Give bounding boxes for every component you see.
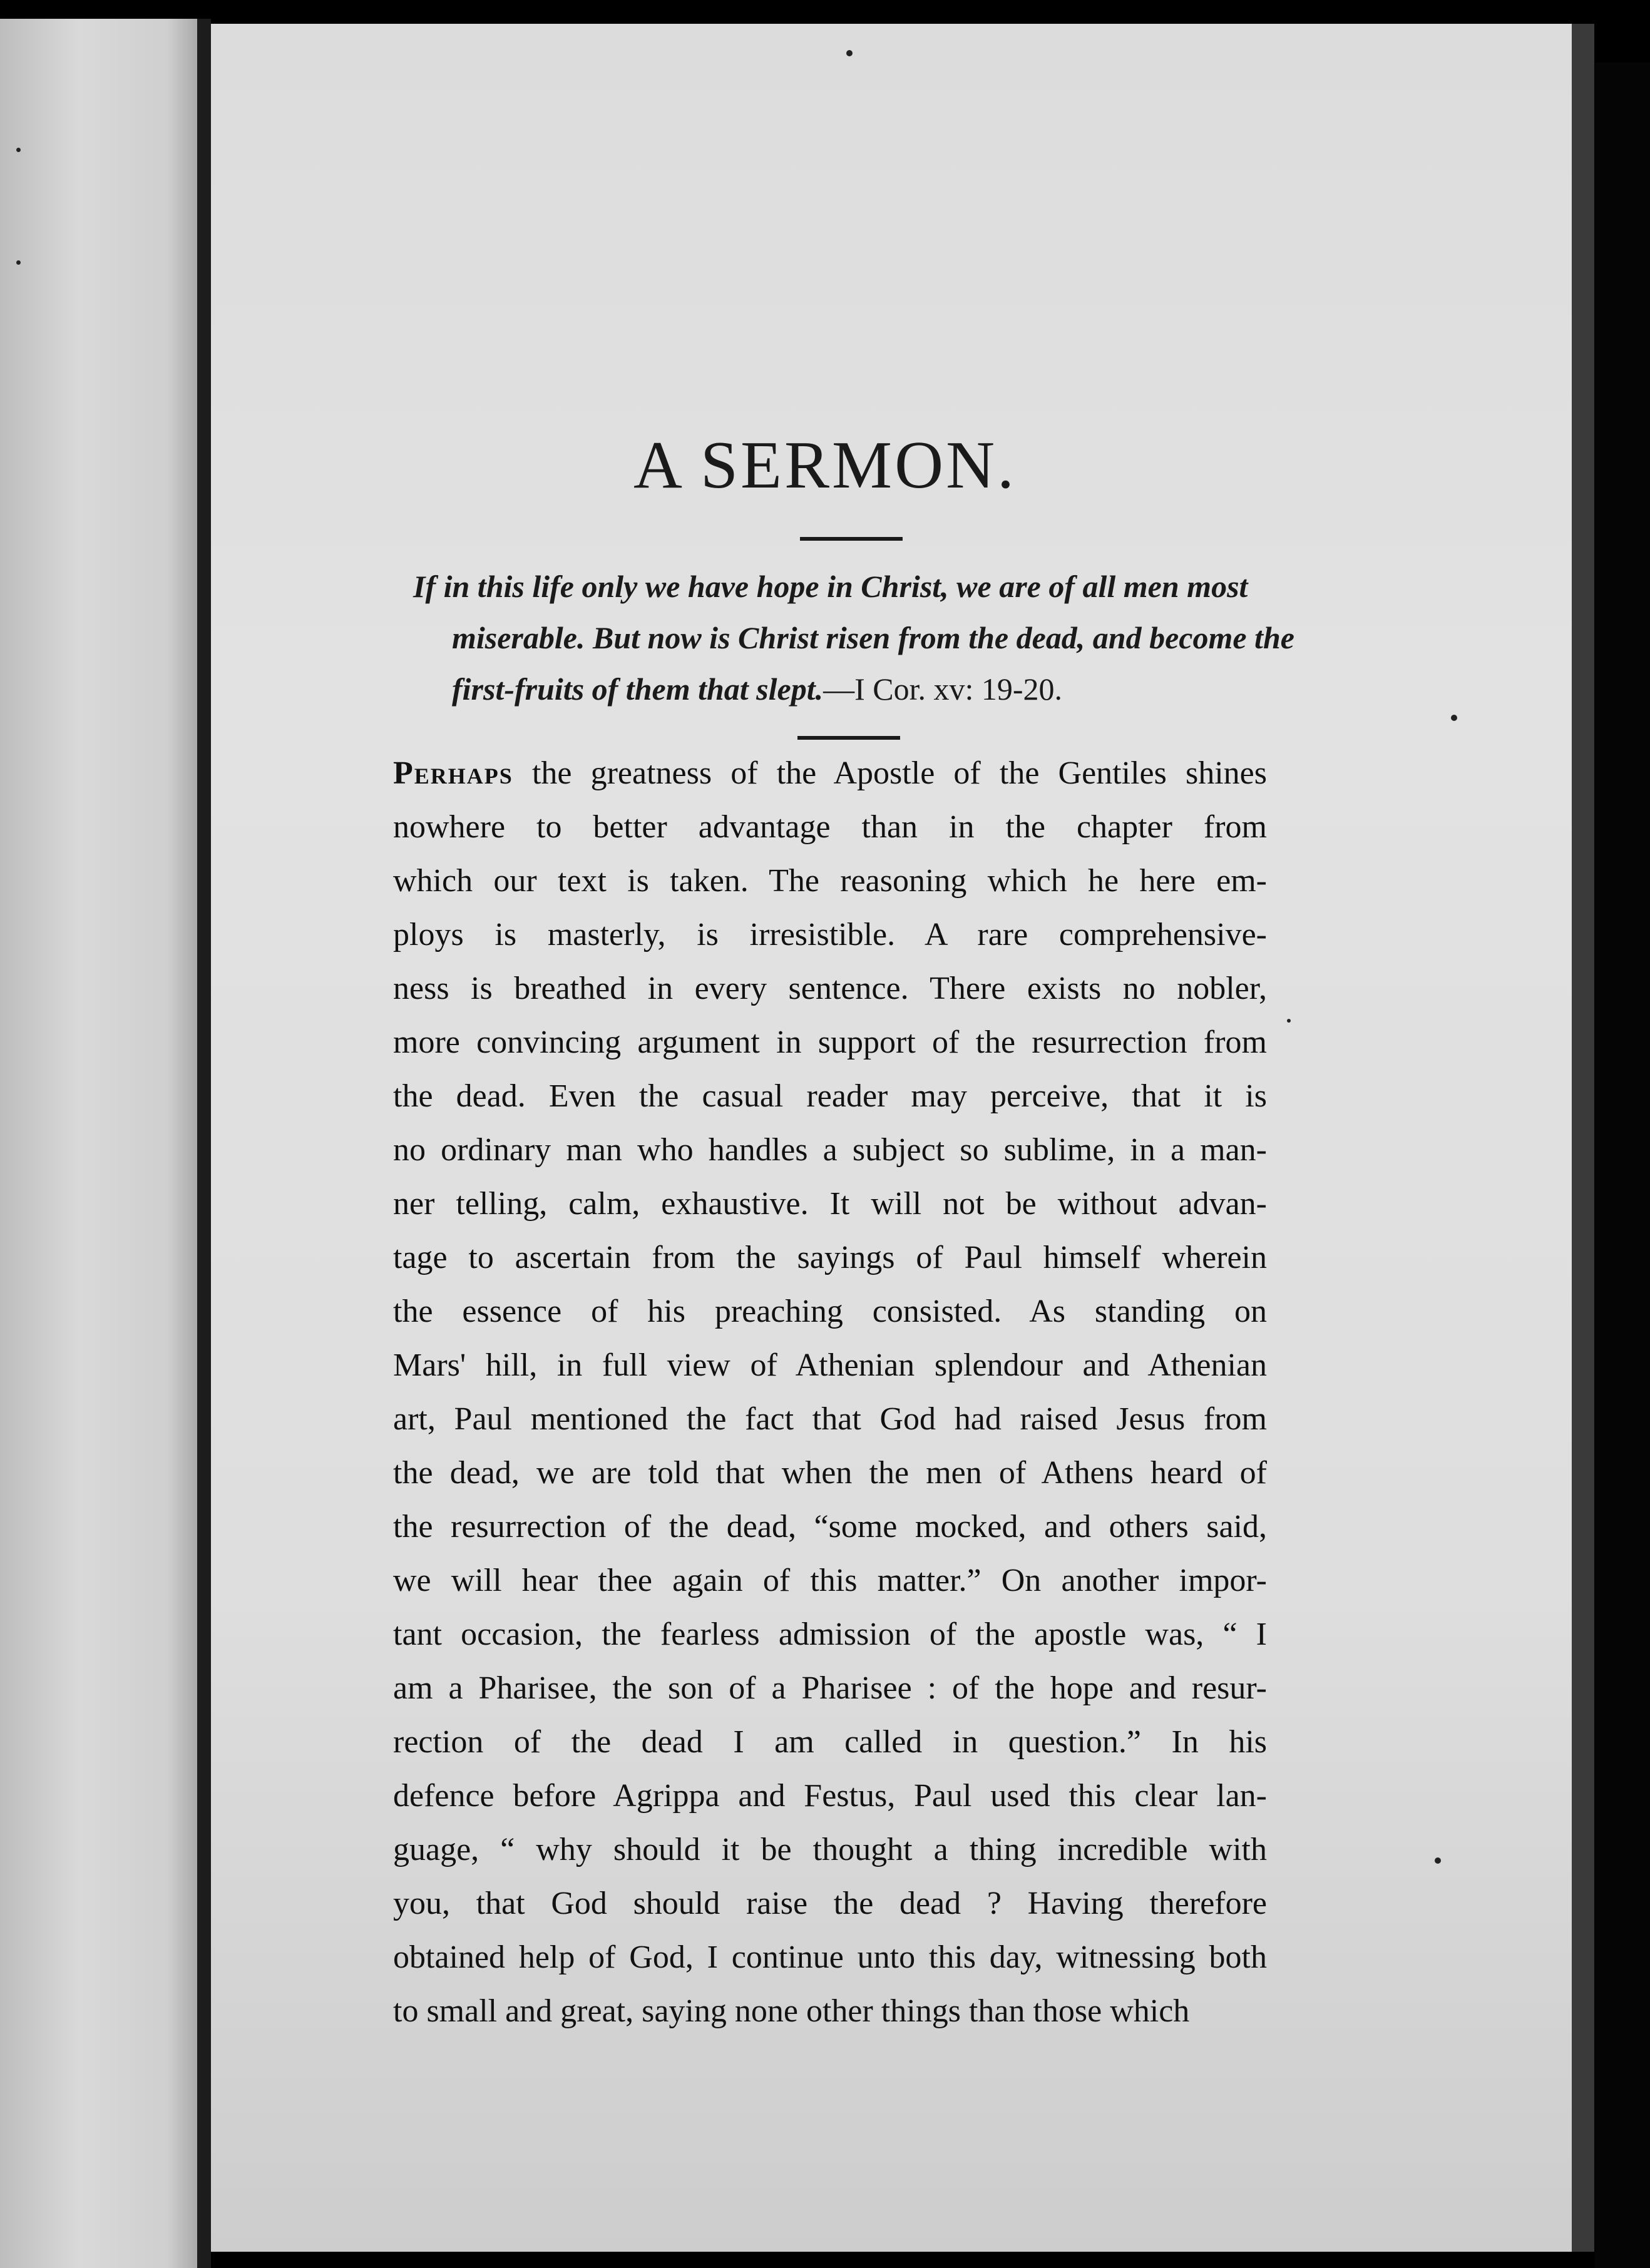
epigraph-line xyxy=(452,673,1062,705)
body-line: obtained help of God, I continue unto this day, witnessing both xyxy=(393,1939,1267,1975)
page-title: A SERMON. xyxy=(633,428,1017,503)
body-line: tant occasion, the fearless admission of the apostle was, “ I xyxy=(393,1617,1267,1652)
epigraph-text: first-fruits of them that slept. xyxy=(452,672,824,707)
body-line: Mars' hill, in full view of Athenian splendour and Athenian xyxy=(393,1347,1267,1383)
body-line: the resurrection of the dead, “some mocked, and others said, xyxy=(393,1509,1267,1545)
body-line xyxy=(393,757,1267,790)
print-speck xyxy=(1451,715,1457,721)
epigraph-line: If in this life only we have hope in Christ, we are of all men most xyxy=(413,569,1248,604)
title-divider xyxy=(800,537,903,541)
body-line: which our text is taken. The reasoning which he here em- xyxy=(393,863,1267,899)
print-speck xyxy=(1287,1019,1291,1023)
epigraph-citation: —I Cor. xv: 19-20. xyxy=(823,672,1063,707)
body-line: to small and great, saying none other things than those which xyxy=(393,1993,1190,2029)
body-line: ness is breathed in every sentence. There exists no nobler, xyxy=(393,971,1267,1006)
body-line: am a Pharisee, the son of a Pharisee : of the hope and resur- xyxy=(393,1670,1267,1706)
print-speck xyxy=(1435,1857,1441,1864)
print-speck xyxy=(16,148,21,152)
body-line: we will hear thee again of this matter.” On another impor- xyxy=(393,1563,1267,1598)
body-line: you, that God should raise the dead ? Having therefore xyxy=(393,1886,1267,1921)
epigraph-line: miserable. But now is Christ risen from the dead, and become the xyxy=(452,620,1294,655)
body-line: the essence of his preaching consisted. As standing on xyxy=(393,1294,1267,1329)
lead-word: Perhaps xyxy=(393,755,513,791)
body-line: more convincing argument in support of the resurrection from xyxy=(393,1024,1267,1060)
body-line: nowhere to better advantage than in the chapter from xyxy=(393,809,1267,845)
book-gutter xyxy=(197,19,211,2268)
print-speck xyxy=(846,50,853,56)
page-shadow xyxy=(1595,63,1650,2268)
body-line: ner telling, calm, exhaustive. It will not be without advan- xyxy=(393,1186,1267,1222)
body-line: the dead. Even the casual reader may perceive, that it is xyxy=(393,1078,1267,1114)
body-line: art, Paul mentioned the fact that God had raised Jesus from xyxy=(393,1401,1267,1437)
body-line: tage to ascertain from the sayings of Paul himself wherein xyxy=(393,1240,1267,1275)
body-line: ploys is masterly, is irresistible. A rare comprehensive- xyxy=(393,917,1267,953)
body-line: the dead, we are told that when the men of Athens heard of xyxy=(393,1455,1267,1491)
body-line: guage, “ why should it be thought a thing incredible with xyxy=(393,1832,1267,1867)
section-divider xyxy=(797,736,900,740)
body-line: no ordinary man who handles a subject so sublime, in a man- xyxy=(393,1132,1267,1168)
body-line: rection of the dead I am called in question.” In his xyxy=(393,1724,1267,1760)
facing-page-edge xyxy=(0,19,197,2268)
body-line: defence before Agrippa and Festus, Paul used this clear lan- xyxy=(393,1778,1267,1814)
print-speck xyxy=(16,260,21,265)
body-line-text: the greatness of the Apostle of the Gentiles shines xyxy=(513,755,1267,791)
